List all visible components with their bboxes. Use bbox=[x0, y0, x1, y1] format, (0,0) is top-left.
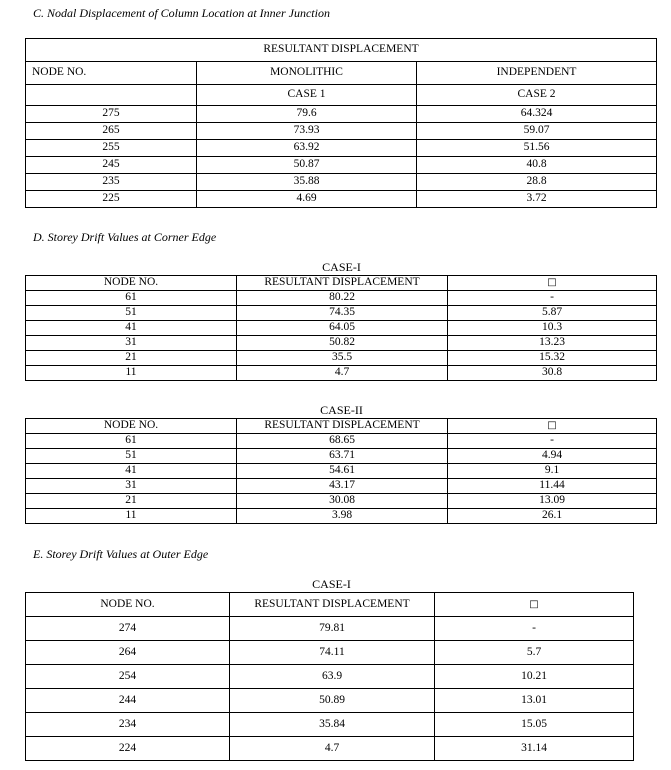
displacement-cell: 50.89 bbox=[230, 689, 435, 713]
table-row bbox=[26, 106, 657, 123]
table-row bbox=[26, 479, 657, 494]
case-2-header: CASE 2 bbox=[417, 85, 657, 106]
table-row bbox=[26, 336, 657, 351]
table-row bbox=[26, 140, 657, 157]
node-cell: 61 bbox=[26, 434, 237, 449]
case-1-header: CASE 1 bbox=[197, 85, 417, 106]
node-no-header: NODE NO. bbox=[26, 62, 197, 85]
table-row bbox=[26, 321, 657, 336]
node-cell: 264 bbox=[26, 641, 230, 665]
section-e-heading: E. Storey Drift Values at Outer Edge bbox=[33, 547, 209, 561]
node-cell: 244 bbox=[26, 689, 230, 713]
displacement-cell: 3.98 bbox=[237, 509, 448, 524]
displacement-cell: 74.35 bbox=[237, 306, 448, 321]
table-row bbox=[26, 306, 657, 321]
monolithic-header: MONOLITHIC bbox=[197, 62, 417, 85]
resultant-displacement-header: RESULTANT DISPLACEMENT bbox=[237, 419, 448, 434]
table-row bbox=[26, 351, 657, 366]
case-1-cell: 73.93 bbox=[197, 123, 417, 140]
table-row bbox=[26, 449, 657, 464]
drift-cell: 15.32 bbox=[448, 351, 657, 366]
drift-cell: 5.87 bbox=[448, 306, 657, 321]
table-row bbox=[26, 434, 657, 449]
displacement-cell: 68.65 bbox=[237, 434, 448, 449]
table-title-row bbox=[26, 39, 657, 62]
drift-cell: - bbox=[435, 617, 634, 641]
case-1-cell: 50.87 bbox=[197, 157, 417, 174]
node-cell: 31 bbox=[26, 479, 237, 494]
displacement-cell: 43.17 bbox=[237, 479, 448, 494]
section-d-heading: D. Storey Drift Values at Corner Edge bbox=[33, 230, 217, 244]
drift-cell: 4.94 bbox=[448, 449, 657, 464]
table-header-row bbox=[26, 593, 634, 617]
node-cell: 235 bbox=[26, 174, 197, 191]
displacement-cell: 63.71 bbox=[237, 449, 448, 464]
drift-cell: 13.01 bbox=[435, 689, 634, 713]
outer-edge-case-i-table bbox=[25, 592, 634, 761]
drift-cell: 26.1 bbox=[448, 509, 657, 524]
node-no-header: NODE NO. bbox=[26, 419, 237, 434]
table-row bbox=[26, 665, 634, 689]
drift-cell: - bbox=[448, 434, 657, 449]
displacement-cell: 79.81 bbox=[230, 617, 435, 641]
table-row bbox=[26, 689, 634, 713]
drift-cell: 10.3 bbox=[448, 321, 657, 336]
node-cell: 234 bbox=[26, 713, 230, 737]
table-row bbox=[26, 174, 657, 191]
node-no-header: NODE NO. bbox=[26, 593, 230, 617]
node-cell: 51 bbox=[26, 306, 237, 321]
resultant-displacement-title: RESULTANT DISPLACEMENT bbox=[26, 39, 657, 62]
displacement-cell: 4.7 bbox=[230, 737, 435, 761]
case-2-cell: 40.8 bbox=[417, 157, 657, 174]
displacement-cell: 54.61 bbox=[237, 464, 448, 479]
table-row bbox=[26, 291, 657, 306]
drift-cell: - bbox=[448, 291, 657, 306]
drift-symbol-header bbox=[435, 593, 634, 617]
table-row bbox=[26, 464, 657, 479]
node-cell: 41 bbox=[26, 321, 237, 336]
corner-edge-case-ii-table bbox=[25, 418, 657, 524]
table-row bbox=[26, 366, 657, 381]
case-1-cell: 79.6 bbox=[197, 106, 417, 123]
table-row bbox=[26, 509, 657, 524]
node-cell: 254 bbox=[26, 665, 230, 689]
case-2-cell: 3.72 bbox=[417, 191, 657, 208]
drift-cell: 10.21 bbox=[435, 665, 634, 689]
table-header-row bbox=[26, 419, 657, 434]
drift-cell: 30.8 bbox=[448, 366, 657, 381]
table-header-row bbox=[26, 62, 657, 85]
case-2-cell: 64.324 bbox=[417, 106, 657, 123]
node-cell: 274 bbox=[26, 617, 230, 641]
drift-cell: 31.14 bbox=[435, 737, 634, 761]
node-no-header: NODE NO. bbox=[26, 276, 237, 291]
drift-cell: 13.23 bbox=[448, 336, 657, 351]
table-row bbox=[26, 191, 657, 208]
blank-cell bbox=[26, 85, 197, 106]
corner-edge-case-i-table bbox=[25, 275, 657, 381]
node-cell: 265 bbox=[26, 123, 197, 140]
drift-cell: 11.44 bbox=[448, 479, 657, 494]
drift-cell: 15.05 bbox=[435, 713, 634, 737]
node-cell: 224 bbox=[26, 737, 230, 761]
drift-cell: 5.7 bbox=[435, 641, 634, 665]
node-cell: 255 bbox=[26, 140, 197, 157]
case-1-cell: 4.69 bbox=[197, 191, 417, 208]
resultant-displacement-header: RESULTANT DISPLACEMENT bbox=[237, 276, 448, 291]
node-cell: 225 bbox=[26, 191, 197, 208]
table-header-row bbox=[26, 276, 657, 291]
table-row bbox=[26, 737, 634, 761]
displacement-cell: 4.7 bbox=[237, 366, 448, 381]
displacement-cell: 63.9 bbox=[230, 665, 435, 689]
displacement-cell: 80.22 bbox=[237, 291, 448, 306]
case-i-caption: CASE-I bbox=[322, 260, 361, 274]
table-row bbox=[26, 617, 634, 641]
node-cell: 51 bbox=[26, 449, 237, 464]
table-row bbox=[26, 641, 634, 665]
displacement-cell: 64.05 bbox=[237, 321, 448, 336]
section-c-heading: C. Nodal Displacement of Column Location at Inner Junction bbox=[33, 6, 330, 20]
drift-symbol-icon: □ bbox=[547, 420, 557, 432]
drift-cell: 13.09 bbox=[448, 494, 657, 509]
displacement-cell: 74.11 bbox=[230, 641, 435, 665]
table-row bbox=[26, 157, 657, 174]
node-cell: 275 bbox=[26, 106, 197, 123]
node-cell: 11 bbox=[26, 366, 237, 381]
node-cell: 41 bbox=[26, 464, 237, 479]
displacement-cell: 35.84 bbox=[230, 713, 435, 737]
node-cell: 21 bbox=[26, 351, 237, 366]
node-cell: 61 bbox=[26, 291, 237, 306]
node-cell: 245 bbox=[26, 157, 197, 174]
case-ii-caption: CASE-II bbox=[320, 403, 363, 417]
drift-symbol-header bbox=[448, 276, 657, 291]
inner-junction-displacement-table bbox=[25, 38, 657, 208]
drift-cell: 9.1 bbox=[448, 464, 657, 479]
table-row bbox=[26, 713, 634, 737]
case-1-cell: 35.88 bbox=[197, 174, 417, 191]
displacement-cell: 50.82 bbox=[237, 336, 448, 351]
case-2-cell: 51.56 bbox=[417, 140, 657, 157]
node-cell: 31 bbox=[26, 336, 237, 351]
independent-header: INDEPENDENT bbox=[417, 62, 657, 85]
case-2-cell: 28.8 bbox=[417, 174, 657, 191]
displacement-cell: 35.5 bbox=[237, 351, 448, 366]
case-1-cell: 63.92 bbox=[197, 140, 417, 157]
node-cell: 11 bbox=[26, 509, 237, 524]
drift-symbol-icon: □ bbox=[529, 598, 539, 610]
case-header-row bbox=[26, 85, 657, 106]
case-2-cell: 59.07 bbox=[417, 123, 657, 140]
displacement-cell: 30.08 bbox=[237, 494, 448, 509]
resultant-displacement-header: RESULTANT DISPLACEMENT bbox=[230, 593, 435, 617]
drift-symbol-header bbox=[448, 419, 657, 434]
table-row bbox=[26, 123, 657, 140]
drift-symbol-icon: □ bbox=[547, 277, 557, 289]
node-cell: 21 bbox=[26, 494, 237, 509]
table-row bbox=[26, 494, 657, 509]
case-i-caption: CASE-I bbox=[312, 577, 351, 591]
